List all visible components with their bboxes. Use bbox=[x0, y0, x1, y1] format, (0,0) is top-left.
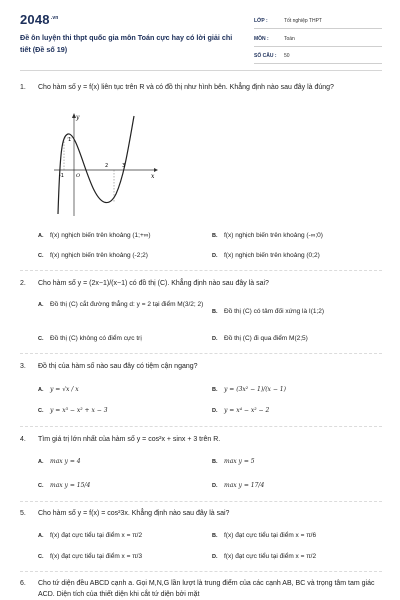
option-c[interactable] bbox=[38, 251, 148, 261]
option-text: max y = 4 bbox=[50, 458, 81, 465]
option-text: f(x) đạt cực tiểu tại điểm x = π/3 bbox=[50, 553, 143, 560]
option-b[interactable] bbox=[212, 457, 255, 467]
meta-key: MÔN : bbox=[254, 35, 269, 42]
option-a[interactable] bbox=[38, 531, 142, 541]
question-text: Cho hàm số y = f(x) = cos²3x. Khẳng định nào sau đây là sai? bbox=[38, 510, 230, 517]
origin-label: O bbox=[76, 173, 81, 179]
x-tick-label: 2 bbox=[105, 163, 109, 169]
option-label: A. bbox=[38, 387, 44, 393]
option-label: B. bbox=[212, 459, 218, 465]
question-number: 4. bbox=[20, 436, 26, 443]
option-c[interactable] bbox=[38, 481, 90, 491]
option-label: B. bbox=[212, 233, 218, 239]
document-title: Đề ôn luyện thi thpt quốc gia môn Toán cực hay có lời giải chi tiết (Đề số 19) bbox=[20, 33, 233, 54]
x-tick-label: 3 bbox=[122, 163, 126, 169]
option-a[interactable] bbox=[38, 231, 151, 241]
question-divider bbox=[20, 270, 382, 271]
option-text: Đồ thị (C) không có điểm cực trị bbox=[50, 335, 142, 342]
option-label: C. bbox=[38, 253, 44, 259]
option-d[interactable] bbox=[212, 481, 264, 491]
question-number: 1. bbox=[20, 84, 26, 91]
option-b[interactable] bbox=[212, 307, 324, 317]
option-a[interactable] bbox=[38, 300, 206, 310]
function-graph bbox=[50, 110, 160, 220]
option-text: Đồ thị (C) cắt đường thẳng d: y = 2 tại điểm M(3/2; 2) bbox=[50, 301, 204, 308]
logo-suffix: .vn bbox=[50, 15, 59, 21]
option-label: A. bbox=[38, 302, 44, 308]
option-c[interactable] bbox=[38, 334, 142, 344]
option-text: Đồ thị (C) đi qua điểm M(2;5) bbox=[224, 335, 308, 342]
question-number: 5. bbox=[20, 510, 26, 517]
option-label: B. bbox=[212, 387, 218, 393]
meta-value: Toán bbox=[284, 35, 295, 42]
option-d[interactable] bbox=[212, 334, 308, 344]
option-text: f(x) nghịch biến trên khoảng (1;+∞) bbox=[50, 232, 151, 239]
question-6 bbox=[20, 578, 382, 600]
option-label: D. bbox=[212, 408, 218, 414]
option-text: Đồ thị (C) có tâm đối xứng là I(1;2) bbox=[224, 308, 325, 315]
option-b[interactable] bbox=[212, 231, 323, 241]
question-text: Cho tứ diện đều ABCD cạnh a. Gọi M,N,G lần lượt là trung điểm của các cạnh AB, BC và trọng tâm tam giác ACD. Diện tích của thiết diện khi cắt tứ diện bởi mặt bbox=[38, 580, 375, 598]
question-number: 3. bbox=[20, 363, 26, 370]
meta-row-count bbox=[254, 49, 382, 64]
option-label: B. bbox=[212, 533, 218, 539]
header-divider bbox=[20, 70, 382, 71]
option-text: y = √x / x bbox=[50, 386, 79, 393]
question-divider bbox=[20, 501, 382, 502]
question-divider bbox=[20, 353, 382, 354]
option-label: A. bbox=[38, 533, 44, 539]
option-text: y = x³ − x² + x − 3 bbox=[50, 407, 108, 414]
question-text: Cho hàm số y = (2x−1)/(x−1) có đồ thị (C). Khẳng định nào sau đây là sai? bbox=[38, 280, 269, 287]
option-c[interactable] bbox=[38, 552, 142, 562]
meta-key: SỐ CÂU : bbox=[254, 53, 277, 59]
question-text: Tìm giá trị lớn nhất của hàm số y = cos²x + sinx + 3 trên R. bbox=[38, 436, 221, 443]
option-text: y = (3x² − 1)/(x − 1) bbox=[224, 386, 286, 393]
x-axis-label: x bbox=[151, 173, 155, 180]
y-axis-label: y bbox=[76, 114, 80, 121]
logo-text: 2048 bbox=[20, 12, 50, 27]
question-text: Cho hàm số y = f(x) liên tục trên R và có đồ thị như hình bên. Khẳng định nào sau đây là đúng? bbox=[38, 84, 334, 91]
option-text: f(x) nghịch biến trên khoảng (-∞;0) bbox=[224, 232, 323, 239]
x-axis-arrow bbox=[154, 168, 158, 172]
meta-value: 50 bbox=[284, 53, 290, 59]
meta-row-subject bbox=[254, 32, 382, 47]
site-logo[interactable] bbox=[20, 12, 59, 27]
option-label: C. bbox=[38, 483, 44, 489]
meta-row-class bbox=[254, 14, 382, 29]
option-label: D. bbox=[212, 483, 218, 489]
option-c[interactable] bbox=[38, 406, 108, 416]
option-d[interactable] bbox=[212, 406, 269, 416]
option-label: D. bbox=[212, 554, 218, 560]
option-label: B. bbox=[212, 309, 218, 315]
option-label: D. bbox=[212, 336, 218, 342]
option-label: D. bbox=[212, 253, 218, 259]
option-a[interactable] bbox=[38, 385, 79, 395]
option-text: max y = 5 bbox=[224, 458, 255, 465]
option-a[interactable] bbox=[38, 457, 81, 467]
option-label: C. bbox=[38, 336, 44, 342]
option-label: A. bbox=[38, 459, 44, 465]
option-label: C. bbox=[38, 554, 44, 560]
option-label: C. bbox=[38, 408, 44, 414]
x-tick-label: -1 bbox=[59, 173, 64, 179]
option-b[interactable] bbox=[212, 531, 316, 541]
meta-table bbox=[254, 14, 382, 67]
question-number: 2. bbox=[20, 280, 26, 287]
option-text: max y = 15/4 bbox=[50, 482, 91, 489]
option-text: y = x⁴ − x² − 2 bbox=[224, 407, 270, 414]
question-number: 6. bbox=[20, 580, 26, 587]
option-text: f(x) đạt cực tiểu tại điểm x = π/2 bbox=[50, 532, 143, 539]
option-text: f(x) đạt cực tiểu tại điểm x = π/6 bbox=[224, 532, 317, 539]
option-text: max y = 17/4 bbox=[224, 482, 265, 489]
meta-key: LỚP : bbox=[254, 18, 268, 24]
question-text: Đồ thị của hàm số nào sau đây có tiệm cận ngang? bbox=[38, 363, 198, 370]
y-tick-label: 1 bbox=[68, 137, 72, 143]
option-text: f(x) đạt cực tiểu tại điểm x = π/2 bbox=[224, 553, 317, 560]
option-text: f(x) nghịch biến trên khoảng (0;2) bbox=[224, 252, 320, 259]
option-d[interactable] bbox=[212, 251, 320, 261]
option-label: A. bbox=[38, 233, 44, 239]
question-divider bbox=[20, 571, 382, 572]
meta-value: Tốt nghiệp THPT bbox=[284, 18, 322, 24]
option-d[interactable] bbox=[212, 552, 316, 562]
question-divider bbox=[20, 426, 382, 427]
option-b[interactable] bbox=[212, 385, 286, 395]
option-text: f(x) nghịch biến trên khoảng (-2;2) bbox=[50, 252, 148, 259]
